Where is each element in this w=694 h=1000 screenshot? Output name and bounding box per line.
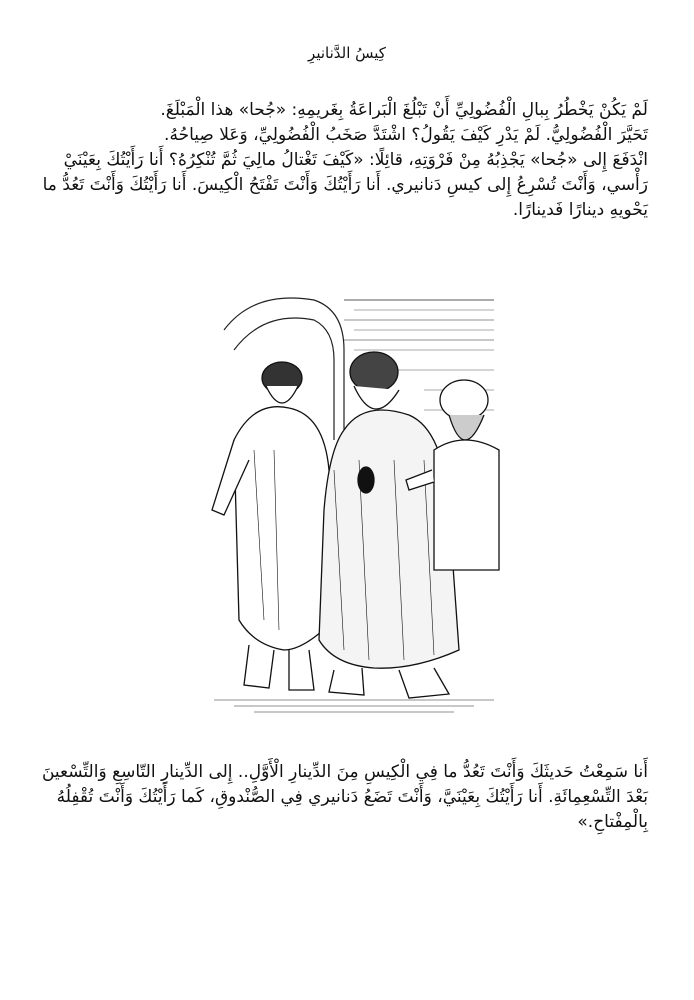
illustration: [194, 290, 502, 718]
paragraph: أَنا سَمِعْتُ حَديثَكَ وَأَنْتَ تَعُدُّ ما فِي الْكِيسِ مِنَ الدِّينارِ الْأَوَّلِ.. إِلى الدِّينارِ التّاسِعِ وَالتِّسْعينَ بَعْدَ التِّسْعِمِائَةِ. أَنا رَأَيْتُكَ بِعَيْنَيَّ، وَأَنْتَ تَضَعُ دَنانيري فِي الصُّنْدوقِ، كَما رَأَيْتُكَ وَأَنْتَ تُقْفِلُهُ بِالْمِفْتاحِ.»: [41, 762, 648, 832]
bottom-text-block: [38, 760, 648, 835]
three-men-sketch-icon: [194, 290, 502, 718]
paragraph: انْدَفَعَ إِلى «جُحا» يَجْذِبُهُ مِنْ فَرْوَتِهِ، قائِلًا: «كَيْفَ تَغْتالُ مالِيَ ثُمَّ تُنْكِرُهُ؟ أَنا رَأَيْتُكَ بِعَيْنَيْ رَأْسي، وَأَنْتَ تُسْرِعُ إِلى كيسِ دَنانيري. أَنا رَأَيْتُكَ وَأَنْتَ تَفْتَحُ الْكِيسَ. أَنا رَأَيْتُكَ وَأَنْتَ تَعُدُّ ما يَحْويهِ دينارًا فَدينارًا.: [42, 150, 648, 220]
left-man: [212, 362, 334, 690]
paragraph: لَمْ يَكُنْ يَخْطُرُ بِبالِ الْفُضُولِيِّ أَنْ تَبْلُغَ الْبَراعَةُ بِغَريمِهِ: «جُحا» هذا الْمَبْلَغَ.: [160, 100, 648, 120]
top-text-block: [38, 98, 648, 223]
page-title: كِيسُ الدَّنانيرِ: [308, 44, 386, 62]
paragraph: تَحَيَّرَ الْفُضُولِيُّ. لَمْ يَدْرِ كَيْفَ يَقُولُ؟ اشْتَدَّ صَخَبُ الْفُضُولِيِّ، وَعَلا صِياحُهُ.: [164, 125, 648, 145]
